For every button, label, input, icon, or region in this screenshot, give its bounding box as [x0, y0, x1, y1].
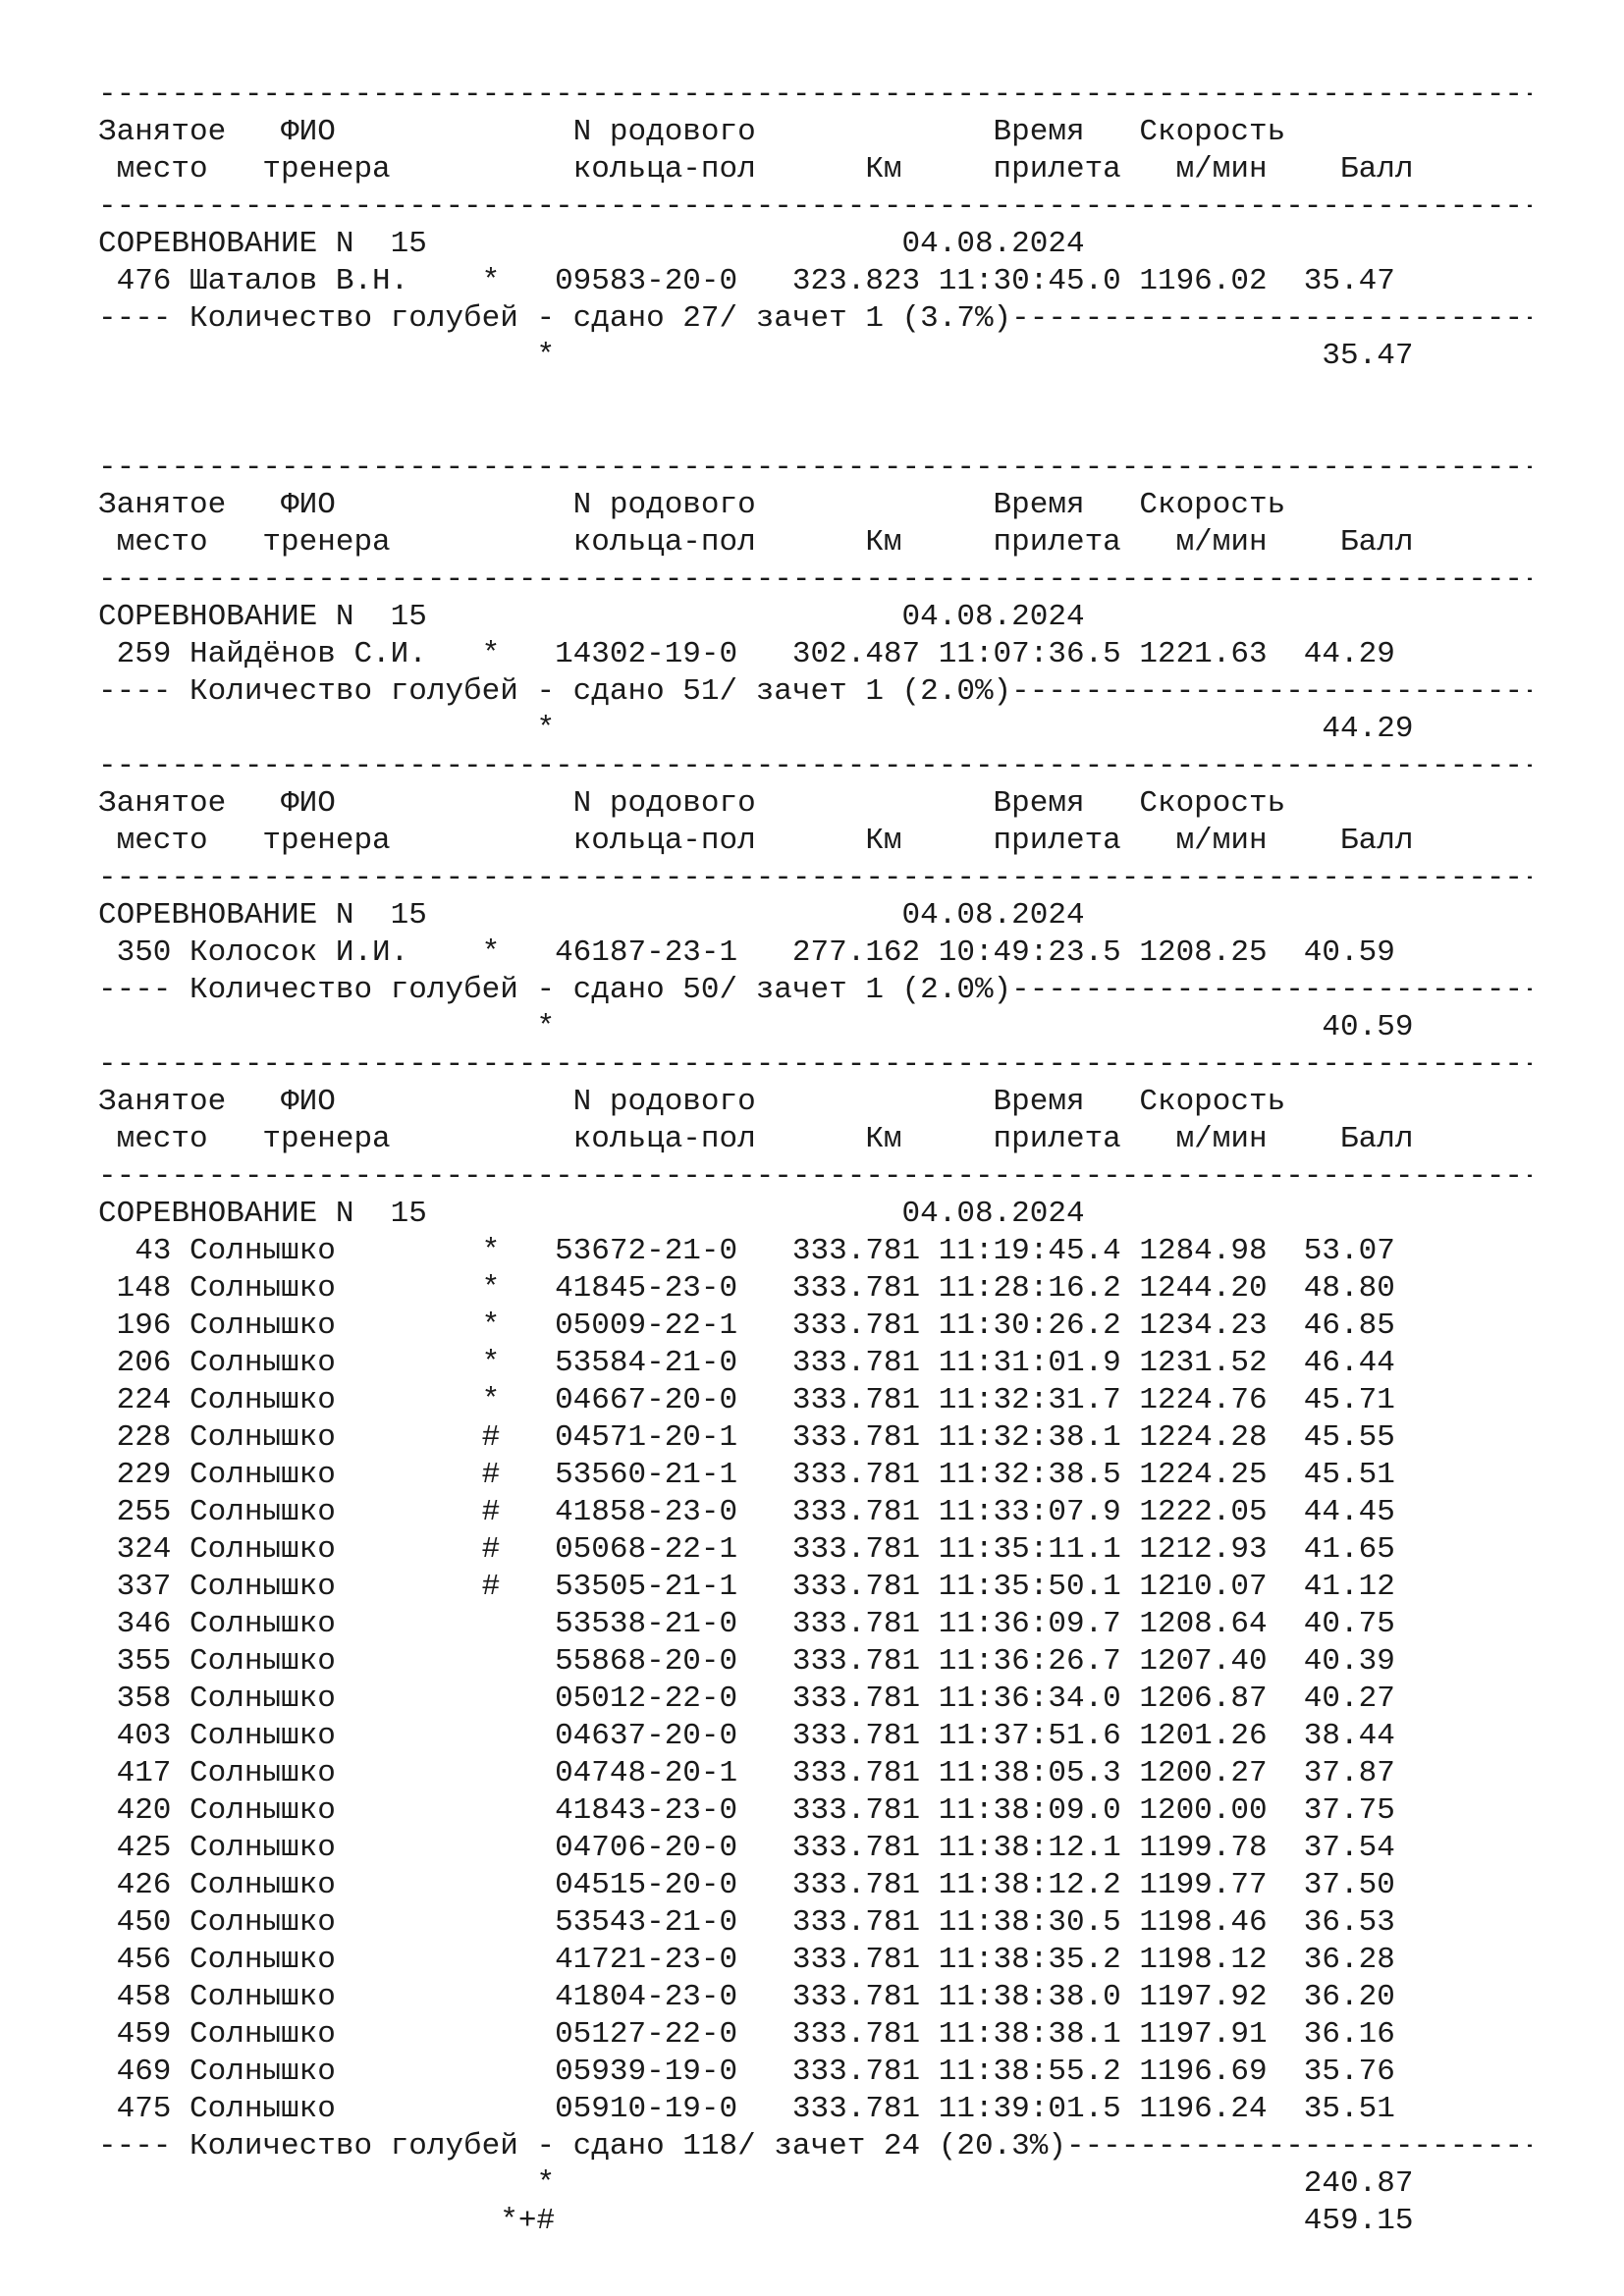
competition-title: СОРЕВНОВАНИЕ N 15 04.08.2024 [98, 600, 1085, 634]
result-row: 426 Солнышко 04515-20-0 333.781 11:38:12.2 1199.77 37.50 [98, 1868, 1395, 1902]
result-row: 259 Найдёнов С.И. * 14302-19-0 302.487 11:07:36.5 1221.63 44.29 [98, 637, 1395, 671]
header-line-1: Занятое ФИО N родового Время Скорость [98, 1085, 1286, 1119]
separator-line [98, 1046, 1532, 1084]
header-line-2: место тренера кольца-пол Км прилета м/мин Балл [98, 1122, 1414, 1156]
separator-line [98, 188, 1532, 226]
summary-line: ---- Количество голубей - сдано 118/ зачет 24 (20.3%) ----- [98, 2128, 1532, 2165]
competition-title: СОРЕВНОВАНИЕ N 15 04.08.2024 [98, 898, 1085, 933]
header-line-2: место тренера кольца-пол Км прилета м/мин Балл [98, 525, 1414, 560]
result-row: 224 Солнышко * 04667-20-0 333.781 11:32:31.7 1224.76 45.71 [98, 1383, 1395, 1417]
result-row: 206 Солнышко * 53584-21-0 333.781 11:31:01.9 1231.52 46.44 [98, 1346, 1395, 1380]
result-row: 148 Солнышко * 41845-23-0 333.781 11:28:16.2 1244.20 48.80 [98, 1271, 1395, 1306]
result-row: 450 Солнышко 53543-21-0 333.781 11:38:30.5 1198.46 36.53 [98, 1905, 1395, 1940]
total-line: * 35.47 [98, 339, 1414, 373]
result-row: 425 Солнышко 04706-20-0 333.781 11:38:12.1 1199.78 37.54 [98, 1831, 1395, 1865]
header-line-1: Занятое ФИО N родового Время Скорость [98, 488, 1286, 522]
summary-line: ---- Количество голубей - сдано 51/ зачет 1 (2.0%) ----- [98, 673, 1532, 711]
result-section [98, 1046, 1532, 2240]
separator-line [98, 860, 1532, 897]
result-row: 255 Солнышко # 41858-23-0 333.781 11:33:07.9 1222.05 44.45 [98, 1495, 1395, 1529]
result-row: 458 Солнышко 41804-23-0 333.781 11:38:38.0 1197.92 36.20 [98, 1980, 1395, 2014]
result-row: 346 Солнышко 53538-21-0 333.781 11:36:09.7 1208.64 40.75 [98, 1607, 1395, 1641]
result-row: 324 Солнышко # 05068-22-1 333.781 11:35:11.1 1212.93 41.65 [98, 1532, 1395, 1567]
result-row: 459 Солнышко 05127-22-0 333.781 11:38:38.1 1197.91 36.16 [98, 2017, 1395, 2052]
result-row: 403 Солнышко 04637-20-0 333.781 11:37:51.6 1201.26 38.44 [98, 1719, 1395, 1753]
result-row: 476 Шаталов В.Н. * 09583-20-0 323.823 11:30:45.0 1196.02 35.47 [98, 264, 1395, 298]
competition-title: СОРЕВНОВАНИЕ N 15 04.08.2024 [98, 1197, 1085, 1231]
separator-line [98, 748, 1532, 785]
result-row: 358 Солнышко 05012-22-0 333.781 11:36:34.0 1206.87 40.27 [98, 1682, 1395, 1716]
result-row: 456 Солнышко 41721-23-0 333.781 11:38:35.2 1198.12 36.28 [98, 1943, 1395, 1977]
total-line: * 44.29 [98, 712, 1414, 746]
header-line-2: место тренера кольца-пол Км прилета м/мин Балл [98, 824, 1414, 858]
competition-title: СОРЕВНОВАНИЕ N 15 04.08.2024 [98, 227, 1085, 261]
result-section [98, 450, 1532, 748]
header-line-1: Занятое ФИО N родового Время Скорость [98, 115, 1286, 149]
result-row: 417 Солнышко 04748-20-1 333.781 11:38:05.3 1200.27 37.87 [98, 1756, 1395, 1790]
results-document [98, 77, 1532, 2240]
result-row: 420 Солнышко 41843-23-0 333.781 11:38:09.0 1200.00 37.75 [98, 1793, 1395, 1828]
separator-line [98, 1158, 1532, 1196]
result-row: 475 Солнышко 05910-19-0 333.781 11:39:01.5 1196.24 35.51 [98, 2092, 1395, 2126]
result-row: 469 Солнышко 05939-19-0 333.781 11:38:55.2 1196.69 35.76 [98, 2055, 1395, 2089]
result-row: 228 Солнышко # 04571-20-1 333.781 11:32:38.1 1224.28 45.55 [98, 1420, 1395, 1455]
result-row: 350 Колосок И.И. * 46187-23-1 277.162 10:49:23.5 1208.25 40.59 [98, 935, 1395, 970]
result-row: 43 Солнышко * 53672-21-0 333.781 11:19:45.4 1284.98 53.07 [98, 1234, 1395, 1268]
header-line-1: Занятое ФИО N родового Время Скорость [98, 786, 1286, 821]
summary-line: ---- Количество голубей - сдано 50/ зачет 1 (2.0%) ----- [98, 972, 1532, 1009]
result-row: 196 Солнышко * 05009-22-1 333.781 11:30:26.2 1234.23 46.85 [98, 1308, 1395, 1343]
separator-line [98, 77, 1532, 114]
total-line: *+# 459.15 [98, 2204, 1414, 2238]
separator-line [98, 561, 1532, 599]
header-line-2: место тренера кольца-пол Км прилета м/мин Балл [98, 152, 1414, 187]
result-section [98, 748, 1532, 1046]
summary-line: ---- Количество голубей - сдано 27/ зачет 1 (3.7%) ----- [98, 300, 1532, 338]
total-line: * 240.87 [98, 2166, 1414, 2201]
separator-line [98, 450, 1532, 487]
result-row: 229 Солнышко # 53560-21-1 333.781 11:32:38.5 1224.25 45.51 [98, 1458, 1395, 1492]
result-row: 337 Солнышко # 53505-21-1 333.781 11:35:50.1 1210.07 41.12 [98, 1570, 1395, 1604]
result-row: 355 Солнышко 55868-20-0 333.781 11:36:26.7 1207.40 40.39 [98, 1644, 1395, 1679]
result-section [98, 77, 1532, 450]
total-line: * 40.59 [98, 1010, 1414, 1044]
